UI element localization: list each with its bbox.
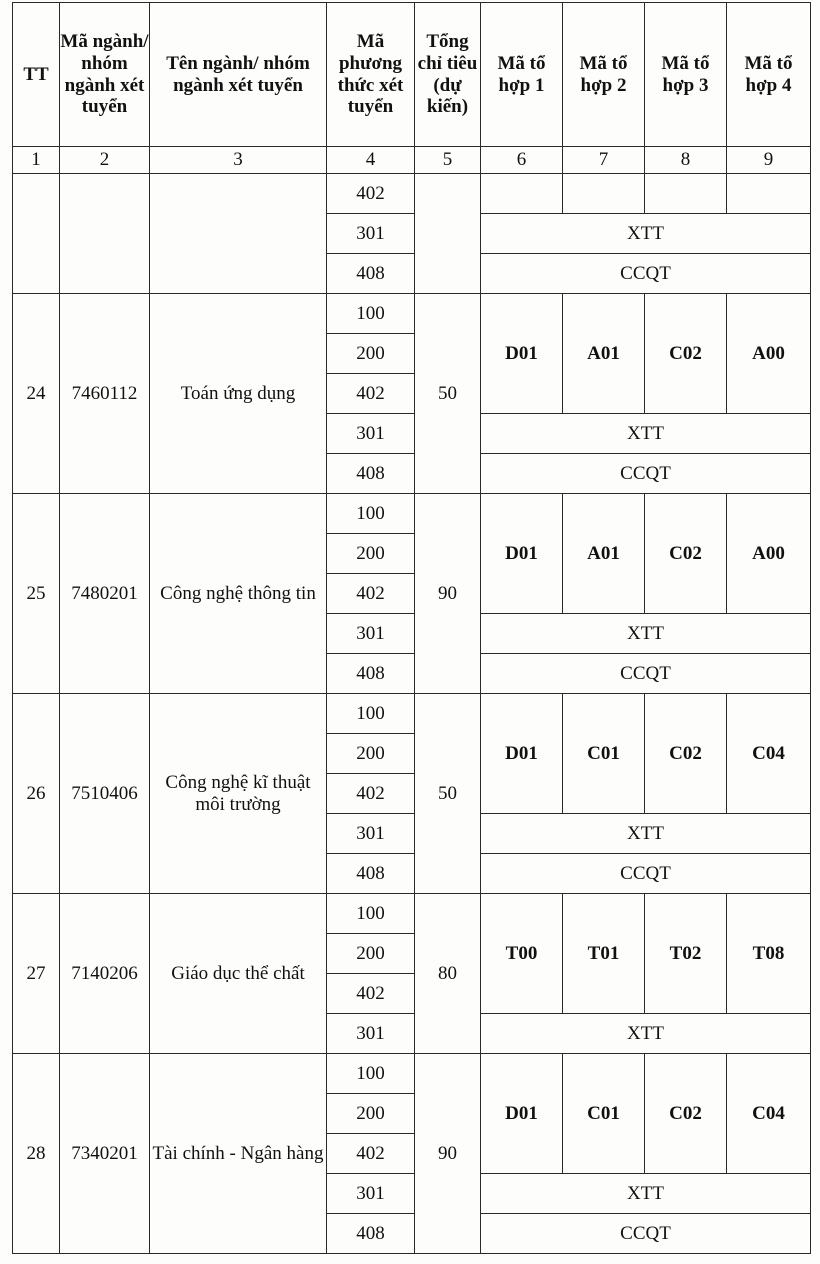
ccqt-cell: CCQT <box>481 854 811 894</box>
combo-cell <box>645 174 727 214</box>
row-tt: 27 <box>13 894 60 1054</box>
method-code: 100 <box>327 694 415 734</box>
row-major-code: 7460112 <box>60 294 150 494</box>
ccqt-cell: CCQT <box>481 454 811 494</box>
combo-cell <box>727 174 811 214</box>
combo-4: C04 <box>727 1054 811 1174</box>
combo-4: A00 <box>727 294 811 414</box>
column-number: 1 <box>13 147 60 174</box>
method-code: 200 <box>327 934 415 974</box>
combo-3: C02 <box>645 1054 727 1174</box>
column-number: 2 <box>60 147 150 174</box>
row-major-code: 7340201 <box>60 1054 150 1254</box>
method-code: 200 <box>327 734 415 774</box>
method-code: 100 <box>327 894 415 934</box>
row-tt: 26 <box>13 694 60 894</box>
header-major-name: Tên ngành/ nhóm ngành xét tuyển <box>150 3 327 147</box>
xtt-cell: XTT <box>481 614 811 654</box>
combo-4: C04 <box>727 694 811 814</box>
combo-2: A01 <box>563 494 645 614</box>
column-number: 3 <box>150 147 327 174</box>
method-code: 408 <box>327 854 415 894</box>
row-quota: 50 <box>415 294 481 494</box>
combo-1: D01 <box>481 494 563 614</box>
row-tt: 25 <box>13 494 60 694</box>
method-code: 402 <box>327 174 415 214</box>
table-row <box>13 1054 811 1094</box>
header-tt: TT <box>13 3 60 147</box>
column-number: 7 <box>563 147 645 174</box>
header-method-code: Mã phương thức xét tuyển <box>327 3 415 147</box>
method-code: 200 <box>327 1094 415 1134</box>
combo-2: C01 <box>563 1054 645 1174</box>
xtt-cell: XTT <box>481 1014 811 1054</box>
combo-2: A01 <box>563 294 645 414</box>
method-code: 200 <box>327 534 415 574</box>
method-code: 402 <box>327 974 415 1014</box>
combo-4: A00 <box>727 494 811 614</box>
row-major-code: 7510406 <box>60 694 150 894</box>
table-row <box>13 174 811 214</box>
carryover-code-cell <box>60 174 150 294</box>
xtt-cell: XTT <box>481 414 811 454</box>
column-number: 4 <box>327 147 415 174</box>
ccqt-cell: CCQT <box>481 654 811 694</box>
row-major-name: Toán ứng dụng <box>150 294 327 494</box>
header-row <box>13 3 811 147</box>
row-major-name: Công nghệ kĩ thuật môi trường <box>150 694 327 894</box>
column-number: 8 <box>645 147 727 174</box>
column-number: 6 <box>481 147 563 174</box>
row-quota: 50 <box>415 694 481 894</box>
xtt-cell: XTT <box>481 814 811 854</box>
combo-3: T02 <box>645 894 727 1014</box>
method-code: 408 <box>327 1214 415 1254</box>
column-number: 5 <box>415 147 481 174</box>
carryover-tt-cell <box>13 174 60 294</box>
carryover-quota-cell <box>415 174 481 294</box>
header-quota: Tổng chỉ tiêu (dự kiến) <box>415 3 481 147</box>
combo-2: C01 <box>563 694 645 814</box>
method-code: 408 <box>327 654 415 694</box>
ccqt-cell: CCQT <box>481 254 811 294</box>
header-combo-3: Mã tổ hợp 3 <box>645 3 727 147</box>
method-code: 402 <box>327 574 415 614</box>
method-code: 408 <box>327 254 415 294</box>
row-major-name: Giáo dục thể chất <box>150 894 327 1054</box>
carryover-name-cell <box>150 174 327 294</box>
admissions-table <box>12 2 811 1254</box>
combo-1: D01 <box>481 694 563 814</box>
combo-4: T08 <box>727 894 811 1014</box>
row-major-code: 7480201 <box>60 494 150 694</box>
combo-3: C02 <box>645 294 727 414</box>
combo-3: C02 <box>645 494 727 614</box>
xtt-cell: XTT <box>481 214 811 254</box>
method-code: 301 <box>327 1174 415 1214</box>
method-code: 402 <box>327 774 415 814</box>
combo-1: D01 <box>481 1054 563 1174</box>
method-code: 301 <box>327 414 415 454</box>
table-row <box>13 694 811 734</box>
table-row <box>13 894 811 934</box>
method-code: 402 <box>327 374 415 414</box>
row-quota: 90 <box>415 1054 481 1254</box>
combo-3: C02 <box>645 694 727 814</box>
row-quota: 90 <box>415 494 481 694</box>
combo-1: D01 <box>481 294 563 414</box>
row-major-name: Tài chính - Ngân hàng <box>150 1054 327 1254</box>
combo-2: T01 <box>563 894 645 1014</box>
combo-1: T00 <box>481 894 563 1014</box>
row-tt: 24 <box>13 294 60 494</box>
method-code: 301 <box>327 214 415 254</box>
method-code: 301 <box>327 614 415 654</box>
header-combo-4: Mã tổ hợp 4 <box>727 3 811 147</box>
row-tt: 28 <box>13 1054 60 1254</box>
header-major-code: Mã ngành/ nhóm ngành xét tuyển <box>60 3 150 147</box>
column-number-row <box>13 147 811 174</box>
ccqt-cell: CCQT <box>481 1214 811 1254</box>
row-major-name: Công nghệ thông tin <box>150 494 327 694</box>
column-number: 9 <box>727 147 811 174</box>
method-code: 100 <box>327 1054 415 1094</box>
table-row <box>13 494 811 534</box>
method-code: 301 <box>327 814 415 854</box>
method-code: 301 <box>327 1014 415 1054</box>
header-combo-2: Mã tổ hợp 2 <box>563 3 645 147</box>
method-code: 402 <box>327 1134 415 1174</box>
method-code: 408 <box>327 454 415 494</box>
xtt-cell: XTT <box>481 1174 811 1214</box>
row-quota: 80 <box>415 894 481 1054</box>
header-combo-1: Mã tổ hợp 1 <box>481 3 563 147</box>
row-major-code: 7140206 <box>60 894 150 1054</box>
combo-cell <box>481 174 563 214</box>
method-code: 100 <box>327 494 415 534</box>
method-code: 200 <box>327 334 415 374</box>
combo-cell <box>563 174 645 214</box>
table-row <box>13 294 811 334</box>
method-code: 100 <box>327 294 415 334</box>
